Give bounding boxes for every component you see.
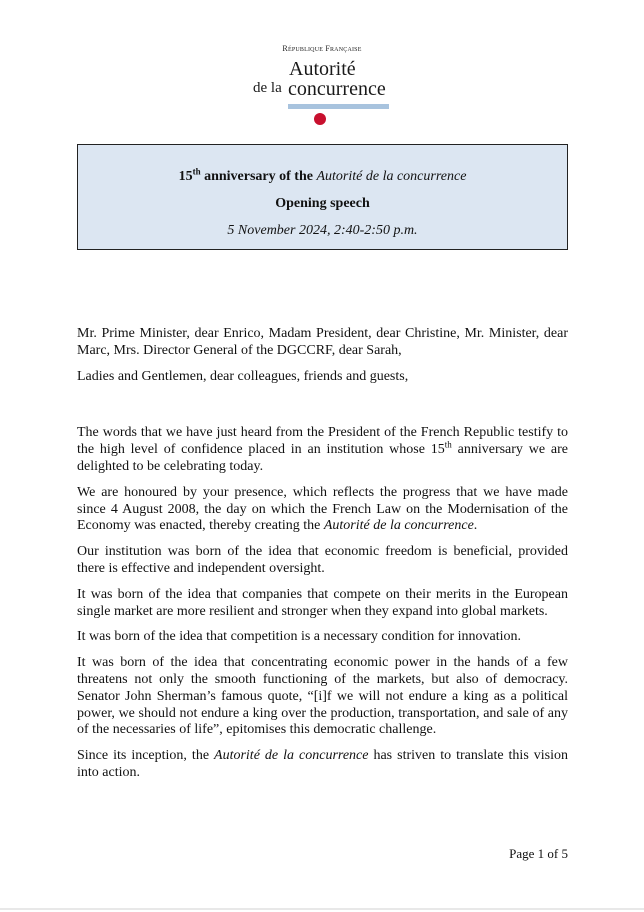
logo-red-dot-icon: [314, 113, 326, 125]
logo-concurrence-text: concurrence: [288, 78, 386, 100]
paragraph-single-market: It was born of the idea that companies that compete on their merits in the European single market are more resilient and stronger when they expand into global markets.: [77, 586, 568, 619]
page-bottom-divider: [0, 908, 644, 910]
page-number: Page 1 of 5: [509, 846, 568, 861]
paragraph-freedom: Our institution was born of the idea that economic freedom is beneficial, provided there is effective and independent oversight.: [77, 544, 568, 576]
paragraph-salutation: Mr. Prime Minister, dear Enrico, Madam President, dear Christine, Mr. Minister, dear Marc, Mrs. Director General of the DGCCRF, dear Sarah,: [77, 326, 568, 358]
autorite-logo: [250, 58, 400, 130]
document-date: 5 November 2024, 2:40-2:50 p.m.: [227, 223, 418, 238]
paragraph-innovation: It was born of the idea that competition is a necessary condition for innovation.: [77, 629, 521, 645]
paragraph-words: The words that we have just heard from the President of the French Republic testify to the high level of confidence placed in an institution whose 15th anniversary we are delighted to be celebrating today.: [77, 425, 569, 474]
logo-autorite-text: Autorité: [289, 58, 356, 80]
paragraph-democracy: It was born of the idea that concentrating economic power in the hands of a few threatens not only the smooth functioning of the markets, but also of democracy. Senator John Sherman’s famous quote, “[i]f we will not endure a king as a political power, we should not endure a king over the production, transportation, and sale of any of the necessaries of life”, epitomises this democratic challenge.: [77, 655, 568, 738]
paragraph-honoured: We are honoured by your presence, which reflects the progress that we have made since 4 August 2008, the day on which the French Law on the Modernisation of the Economy was enacted, thereby creating the Autorité de la concurrence.: [77, 484, 568, 534]
title-box: [77, 144, 568, 250]
document-subtitle: Opening speech: [275, 196, 370, 211]
speech-body: [77, 326, 568, 791]
paragraph-greeting: Ladies and Gentlemen, dear colleagues, friends and guests,: [77, 368, 409, 384]
logo-blue-bar: [288, 104, 389, 109]
paragraph-inception: Since its inception, the Autorité de la concurrence has striven to translate this vision into action.: [77, 748, 568, 780]
republique-francaise-label: République Française: [282, 44, 362, 53]
document-title: 15th anniversary of the Autorité de la concurrence: [178, 166, 467, 184]
logo-dela-text: de la: [253, 80, 282, 96]
